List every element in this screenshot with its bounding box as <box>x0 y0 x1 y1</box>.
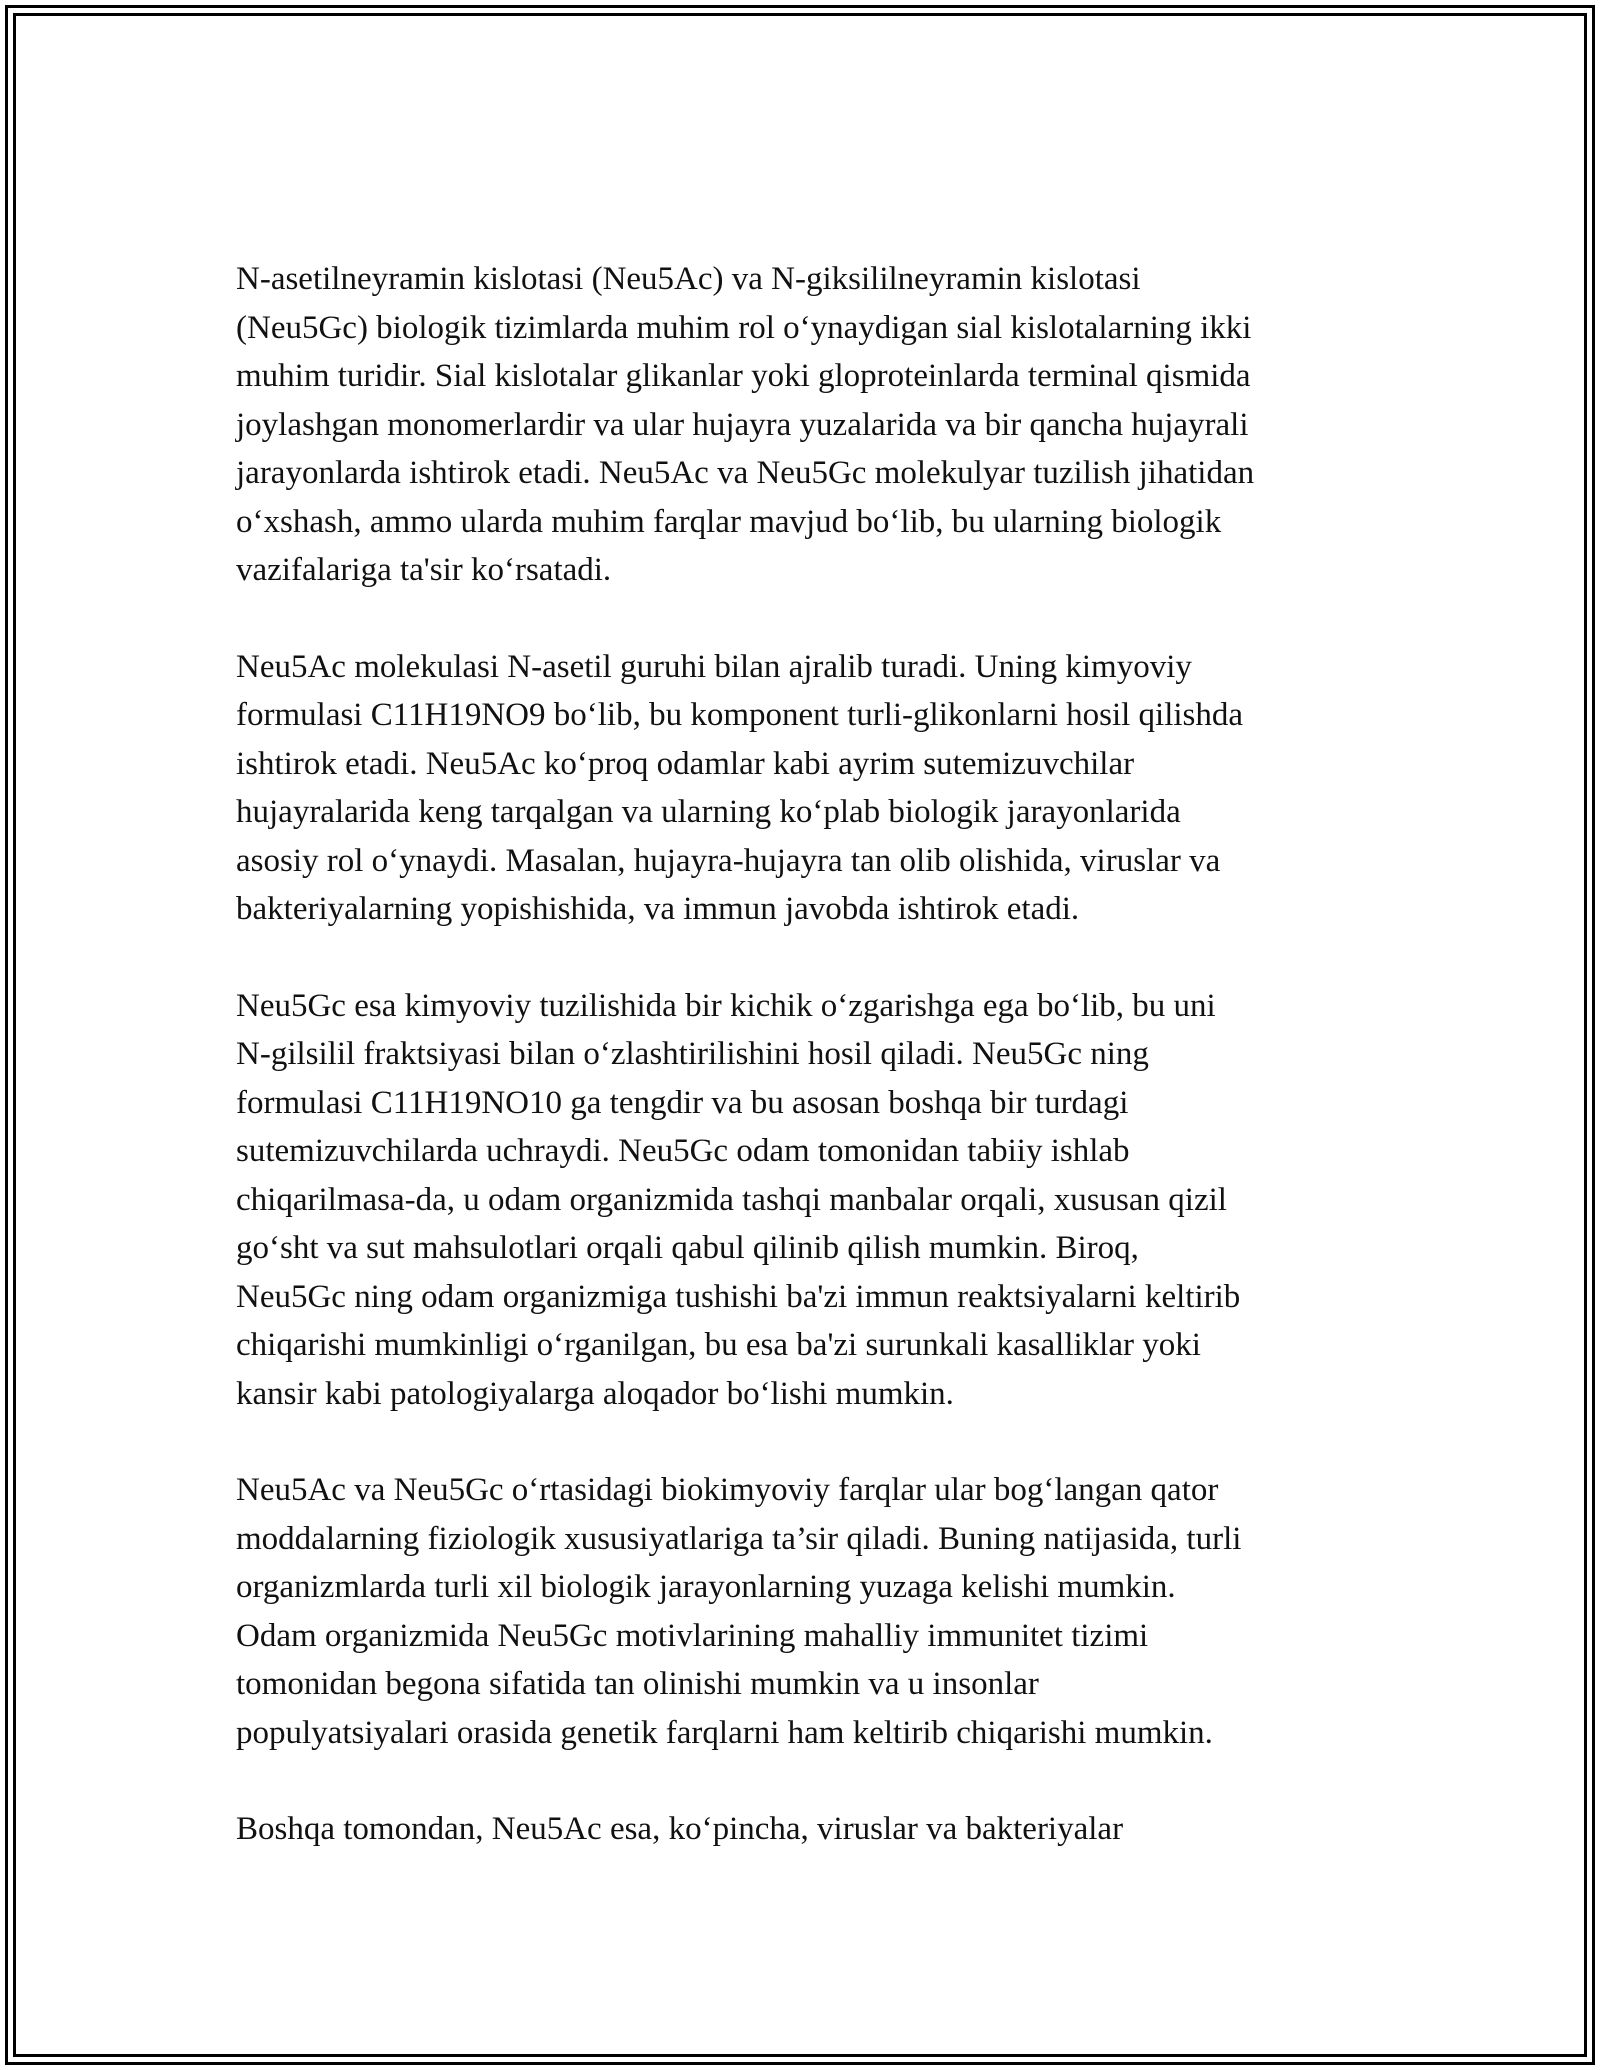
text-line: (Neu5Gc) biologik tizimlarda muhim rol o‘ynaydigan sial kislotalarning ikki <box>236 309 1252 346</box>
text-line: Neu5Ac molekulasi N-asetil guruhi bilan ajralib turadi. Uning kimyoviy <box>236 648 1192 685</box>
text-line: Odam organizmida Neu5Gc motivlarining mahalliy immunitet tizimi <box>236 1617 1149 1654</box>
text-line: joylashgan monomerlardir va ular hujayra yuzalarida va bir qancha hujayrali <box>236 406 1249 443</box>
text-line: vazifalariga ta'sir ko‘rsatadi. <box>236 552 612 588</box>
text-line: moddalarning fiziologik xususiyatlariga ta’sir qiladi. Buning natijasida, turli <box>236 1520 1242 1557</box>
text-line: organizmlarda turli xil biologik jarayonlarning yuzaga kelishi mumkin. <box>236 1569 1176 1605</box>
text-line: Neu5Gc esa kimyoviy tuzilishida bir kichik o‘zgarishga ega bo‘lib, bu uni <box>236 987 1216 1024</box>
text-line: go‘sht va sut mahsulotlari orqali qabul qilinib qilish mumkin. Biroq, <box>236 1230 1139 1266</box>
text-line: tomonidan begona sifatida tan olinishi mumkin va u insonlar <box>236 1666 1039 1702</box>
document-body <box>236 255 1376 1902</box>
paragraph <box>236 1805 1376 1854</box>
text-line: Neu5Ac va Neu5Gc o‘rtasidagi biokimyoviy farqlar ular bog‘langan qator <box>236 1472 1219 1508</box>
paragraph <box>236 643 1376 934</box>
text-line: chiqarilmasa-da, u odam organizmida tashqi manbalar orqali, xususan qizil <box>236 1181 1227 1218</box>
text-line: populyatsiyalari orasida genetik farqlarni ham keltirib chiqarishi mumkin. <box>236 1714 1213 1751</box>
text-line: N-asetilneyramin kislotasi (Neu5Ac) va N-giksililneyramin kislotasi <box>236 261 1141 297</box>
text-line: asosiy rol o‘ynaydi. Masalan, hujayra-hujayra tan olib olishida, viruslar va <box>236 842 1221 879</box>
paragraph <box>236 255 1376 595</box>
text-line: formulasi C11H19NO10 ga tengdir va bu asosan boshqa bir turdagi <box>236 1084 1129 1121</box>
text-line: kansir kabi patologiyalarga aloqador bo‘lishi mumkin. <box>236 1375 954 1412</box>
paragraph <box>236 982 1376 1419</box>
text-line: o‘xshash, ammo ularda muhim farqlar mavjud bo‘lib, bu ularning biologik <box>236 503 1222 540</box>
paragraph <box>236 1466 1376 1757</box>
text-line: sutemizuvchilarda uchraydi. Neu5Gc odam tomonidan tabiiy ishlab <box>236 1133 1130 1169</box>
text-line: Neu5Gc ning odam organizmiga tushishi ba'zi immun reaktsiyalarni keltirib <box>236 1278 1241 1315</box>
text-line: N-gilsilil fraktsiyasi bilan o‘zlashtirilishini hosil qiladi. Neu5Gc ning <box>236 1036 1149 1072</box>
text-line: formulasi C11H19NO9 bo‘lib, bu komponent turli-glikonlarni hosil qilishda <box>236 697 1244 733</box>
text-line: ishtirok etadi. Neu5Ac ko‘proq odamlar kabi ayrim sutemizuvchilar <box>236 745 1135 782</box>
text-line: hujayralarida keng tarqalgan va ularning ko‘plab biologik jarayonlarida <box>236 794 1181 830</box>
text-line: bakteriyalarning yopishishida, va immun javobda ishtirok etadi. <box>236 891 1080 927</box>
text-line: muhim turidir. Sial kislotalar glikanlar yoki gloproteinlarda terminal qismida <box>236 358 1251 394</box>
text-line: jarayonlarda ishtirok etadi. Neu5Ac va Neu5Gc molekulyar tuzilish jihatidan <box>236 455 1255 491</box>
text-line: Boshqa tomondan, Neu5Ac esa, ko‘pincha, viruslar va bakteriyalar <box>236 1811 1124 1847</box>
text-line: chiqarishi mumkinligi o‘rganilgan, bu esa ba'zi surunkali kasalliklar yoki <box>236 1327 1201 1363</box>
